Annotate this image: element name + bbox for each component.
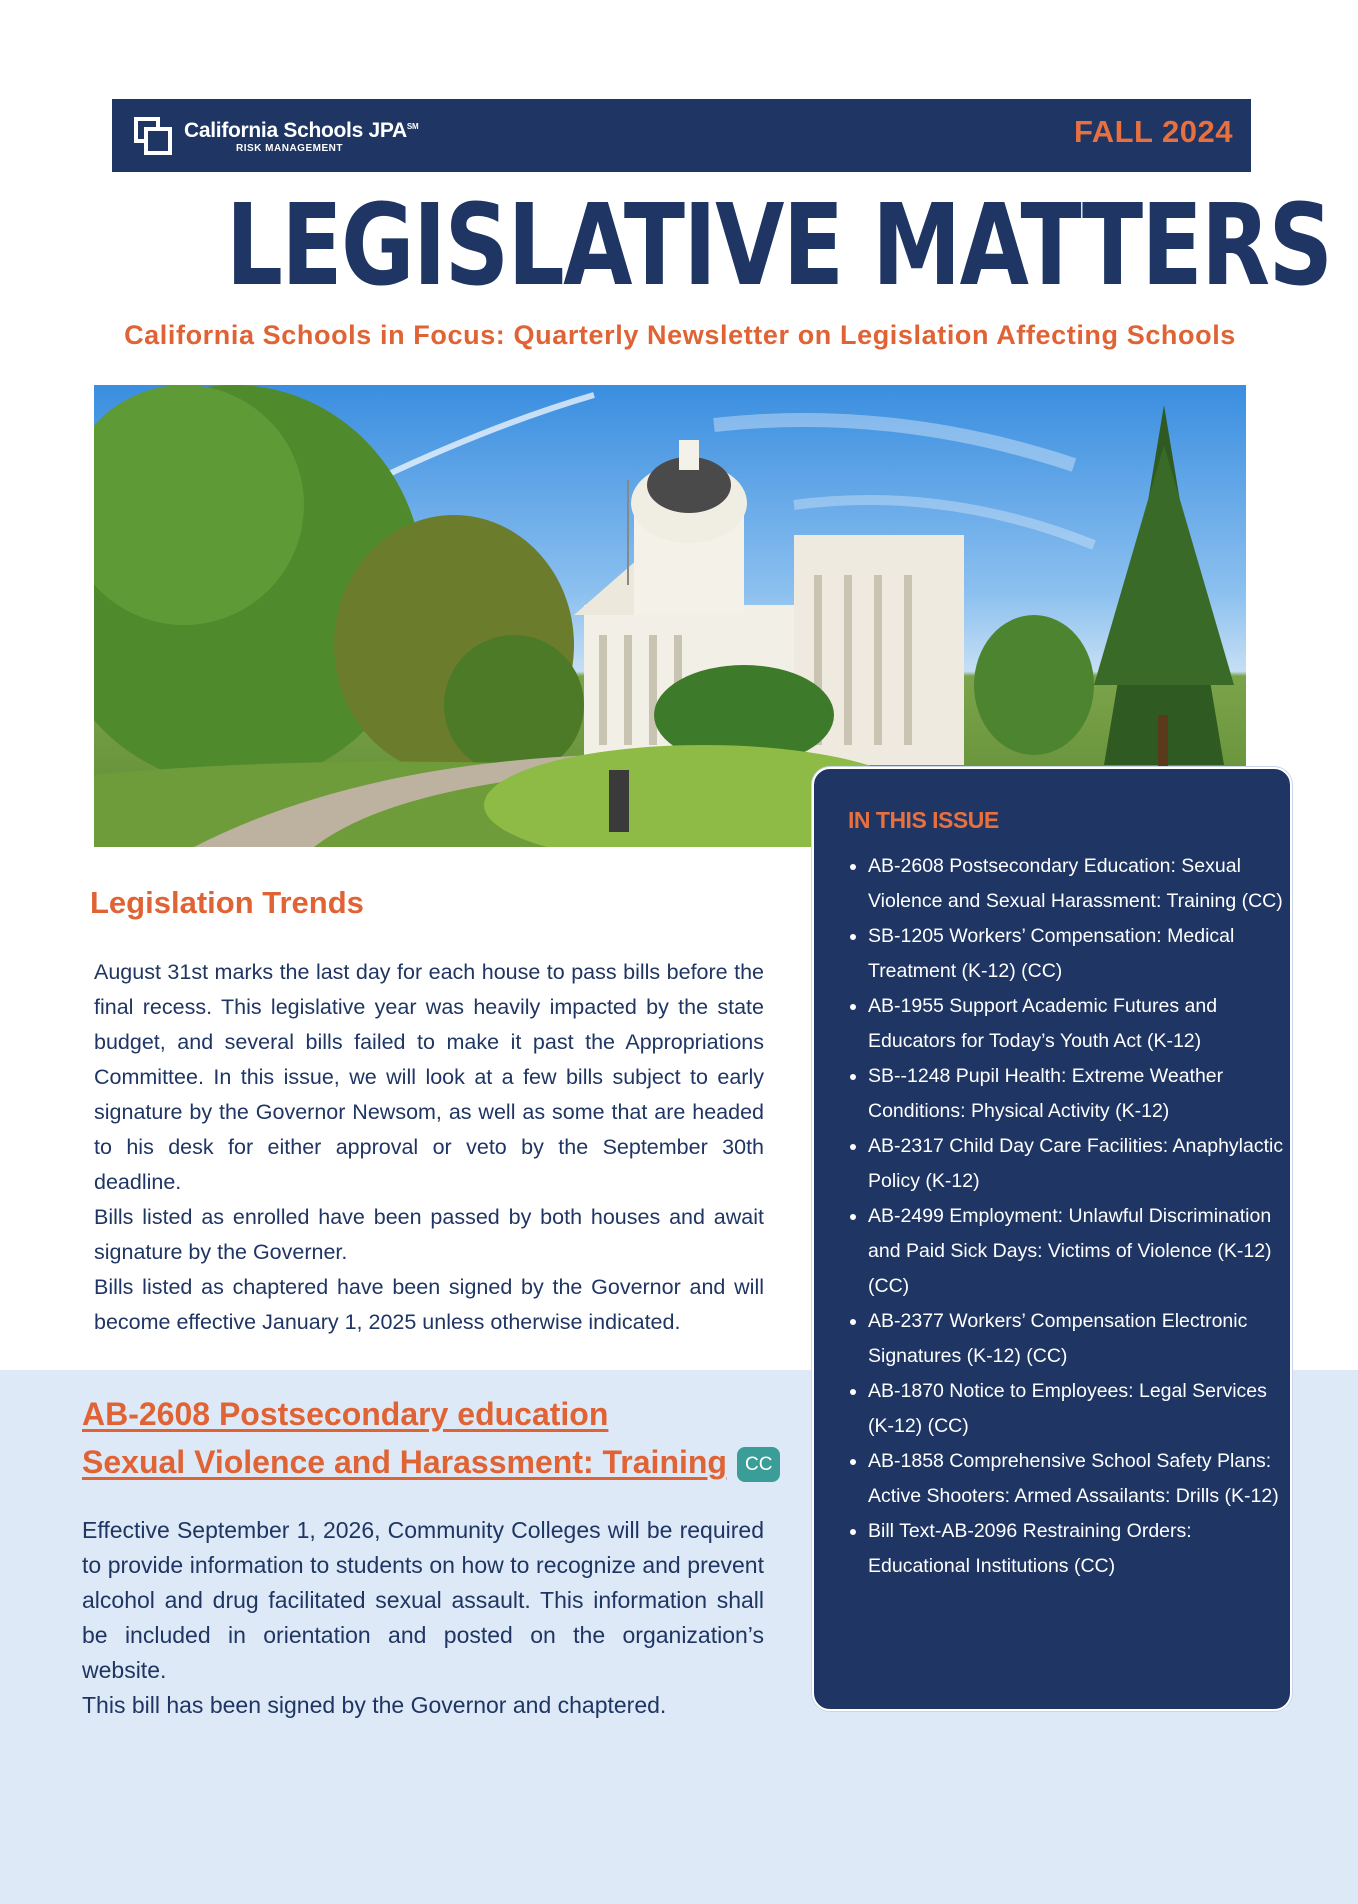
trends-paragraph: Bills listed as enrolled have been passed by both houses and await signature by the Governer. — [94, 1205, 764, 1264]
in-this-issue-panel — [812, 767, 1292, 1711]
trends-paragraph: Bills listed as chaptered have been signed by the Governor and will become effective January 1, 2025 unless otherwise indicated. — [94, 1275, 764, 1334]
issue-item: • AB-1955 Support Academic Futures and Educators for Today’s Youth Act (K-12) — [868, 989, 1293, 1059]
issue-item: • SB-1205 Workers’ Compensation: Medical Treatment (K-12) (CC) — [868, 919, 1293, 989]
feature-title-line2[interactable]: Sexual Violence and Harassment: Training — [82, 1444, 727, 1480]
service-mark: SM — [406, 121, 419, 131]
issue-item: • AB-1858 Comprehensive School Safety Plans: Active Shooters: Armed Assailants: Drills (K-12) — [868, 1444, 1293, 1514]
trends-heading: Legislation Trends — [90, 885, 364, 920]
feature-paragraph: Effective September 1, 2026, Community Colleges will be required to provide information to students on how to recognize and prevent alcohol and drug facilitated sexual assault. This information shall be included in orientation and posted on the organization’s website. — [82, 1517, 764, 1683]
newsletter-subtitle: California Schools in Focus: Quarterly Newsletter on Legislation Affecting Schools — [124, 320, 1236, 350]
feature-heading — [82, 1390, 802, 1486]
issue-item: • SB--1248 Pupil Health: Extreme Weather Conditions: Physical Activity (K-12) — [868, 1059, 1293, 1129]
org-logo — [132, 111, 418, 161]
issue-item: • Bill Text-AB-2096 Restraining Orders: Educational Institutions (CC) — [868, 1514, 1293, 1584]
in-this-issue-heading: IN THIS ISSUE — [848, 807, 999, 833]
issue-item: • AB-2499 Employment: Unlawful Discrimination and Paid Sick Days: Victims of Violence (K-12) (CC) — [868, 1199, 1293, 1304]
org-subtitle: RISK MANAGEMENT — [236, 142, 343, 154]
feature-text — [82, 1513, 764, 1723]
edition-label: FALL 2024 — [1073, 114, 1233, 149]
cc-badge: CC — [737, 1447, 780, 1482]
issue-item: • AB-2608 Postsecondary Education: Sexual Violence and Sexual Harassment: Training (CC) — [868, 849, 1293, 919]
masthead-bar — [112, 99, 1251, 172]
issue-list — [844, 849, 1293, 1584]
issue-item: • AB-2377 Workers’ Compensation Electronic Signatures (K-12) (CC) — [868, 1304, 1293, 1374]
org-name: California Schools JPA — [184, 118, 407, 142]
newsletter-title: LEGISLATIVE MATTERS — [225, 181, 1332, 311]
logo-squares-icon — [132, 115, 174, 157]
feature-paragraph: This bill has been signed by the Governor and chaptered. — [82, 1692, 667, 1718]
trends-text — [94, 955, 764, 1340]
issue-item: • AB-2317 Child Day Care Facilities: Anaphylactic Policy (K-12) — [868, 1129, 1293, 1199]
trends-paragraph: August 31st marks the last day for each house to pass bills before the final recess. This legislative year was heavily impacted by the state budget, and several bills failed to make it past the Appropriations Committee. In this issue, we will look at a few bills subject to early signature by the Governor Newsom, as well as some that are headed to his desk for either approval or veto by the September 30th deadline. — [94, 960, 764, 1194]
issue-item: • AB-1870 Notice to Employees: Legal Services (K-12) (CC) — [868, 1374, 1293, 1444]
feature-title-line1[interactable]: AB-2608 Postsecondary education — [82, 1396, 609, 1432]
